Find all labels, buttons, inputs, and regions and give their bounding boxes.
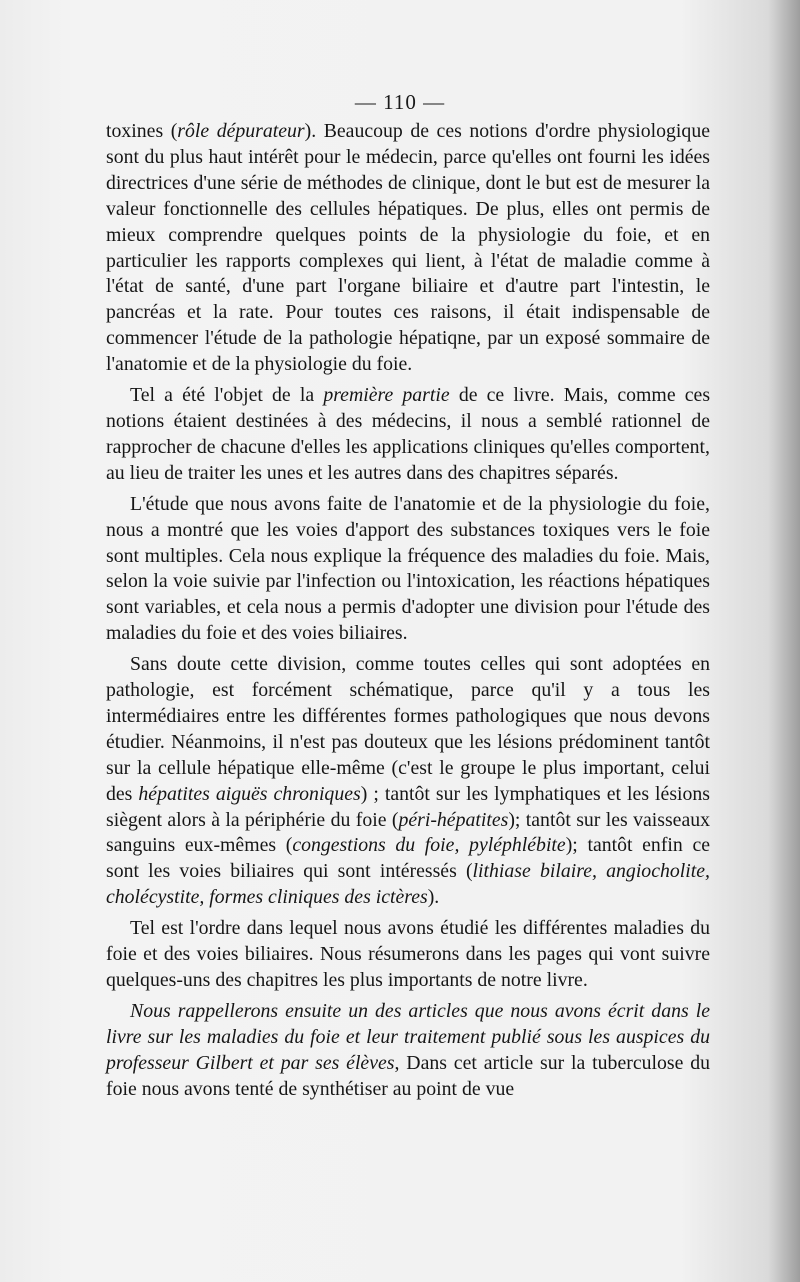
text-run: toxines ( [106,120,178,142]
italic-text: hépatites aiguës chroniques [138,782,361,805]
text-run: ) ; tantôt sur les lymphatiques et les lésions siègent alors à la périphérie du foie ( [106,782,710,831]
italic-text: Nous rappellerons ensuite un des articles que nous avons écrit dans le livre sur les maladies du foie et leur traitement publié sous les auspices du professeur Gilbert et par ses élèves [106,999,710,1074]
page-number: — 110 — [354,90,446,114]
text-run: Sans doute cette division, comme toutes celles qui sont adoptées en pathologie, est forcément schématique, parce qu'il y a tous les intermédiaires entre les différentes formes pathologiques que nous devons étudier. Néanmoins, il n'est pas douteux que les lésions prédominent tantôt sur la cellule hépatique elle-même (c'est le groupe le plus important, celui des [106,653,710,805]
paragraph [106,916,710,994]
paragraph [106,999,710,1103]
paragraph [106,652,710,911]
text-run: L'étude que nous avons faite de l'anatomie et de la physiologie du foie, nous a montré que les voies d'apport des substances toxiques vers le foie sont multiples. Cela nous explique la fréquence des maladies du foie. Mais, selon la voie suivie par l'infection ou l'intoxication, les réactions hépatiques sont variables, et cela nous a permis d'adopter une division pour l'étude des maladies du foie et des voies biliaires. [106,492,710,645]
paragraph [106,492,710,647]
paragraph [106,383,710,487]
italic-text: lithiase bilaire, angiocholite, cholécystite, formes cliniques des ictères [106,860,710,909]
italic-text: congestions du foie, pyléphlébite [292,834,566,857]
text-run: de ce livre. Mais, comme ces notions étaient destinées à des médecins, il nous a semblé rationnel de rapprocher de chacune d'elles les applications cliniques qu'elles comportent, au lieu de traiter les unes et les autres dans des chapitres séparés. [106,384,711,484]
paragraph [106,119,710,378]
italic-text: première partie [323,384,450,407]
page-body [106,119,710,1103]
italic-text: rôle dépurateur [177,120,305,142]
text-run: ). Beaucoup de ces notions d'ordre physiologique sont du plus haut intérêt pour le médecin, parce qu'elles ont fourni les idées directrices d'une série de méthodes de clinique, dont le but est de mesurer la valeur fonctionnelle des cellules hépatiques. De plus, elles ont permis de mieux comprendre quelques points de la physiologie du foie, et en particulier les rapports complexes qui lient, à l'état de maladie comme à l'état de santé, d'une part l'organe biliaire et d'autre part l'intestin, le pancréas et la rate. Pour toutes ces raisons, il était indispensable de commencer l'étude de la pathologie hépatiqne, par un exposé sommaire de l'anatomie et de la physiologie du foie. [106,120,710,376]
text-run: Tel est l'ordre dans lequel nous avons étudié les différentes maladies du foie et des voies biliaires. Nous résumerons dans les pages qui vont suivre quelques-uns des chapitres les plus importants de notre livre. [106,917,710,991]
text-run: ). [427,886,440,909]
text-run: , Dans cet article sur la tuberculose du foie nous avons tenté de synthétiser au point de vue [106,1051,710,1100]
text-run: ); tantôt enfin ce sont les voies biliaires qui sont intéressés ( [106,834,710,883]
italic-text: péri-hépatites [398,808,509,831]
text-run: Tel a été l'objet de la [130,384,324,407]
text-run: ); tantôt sur les vaisseaux sanguins eux-mêmes ( [106,808,710,857]
